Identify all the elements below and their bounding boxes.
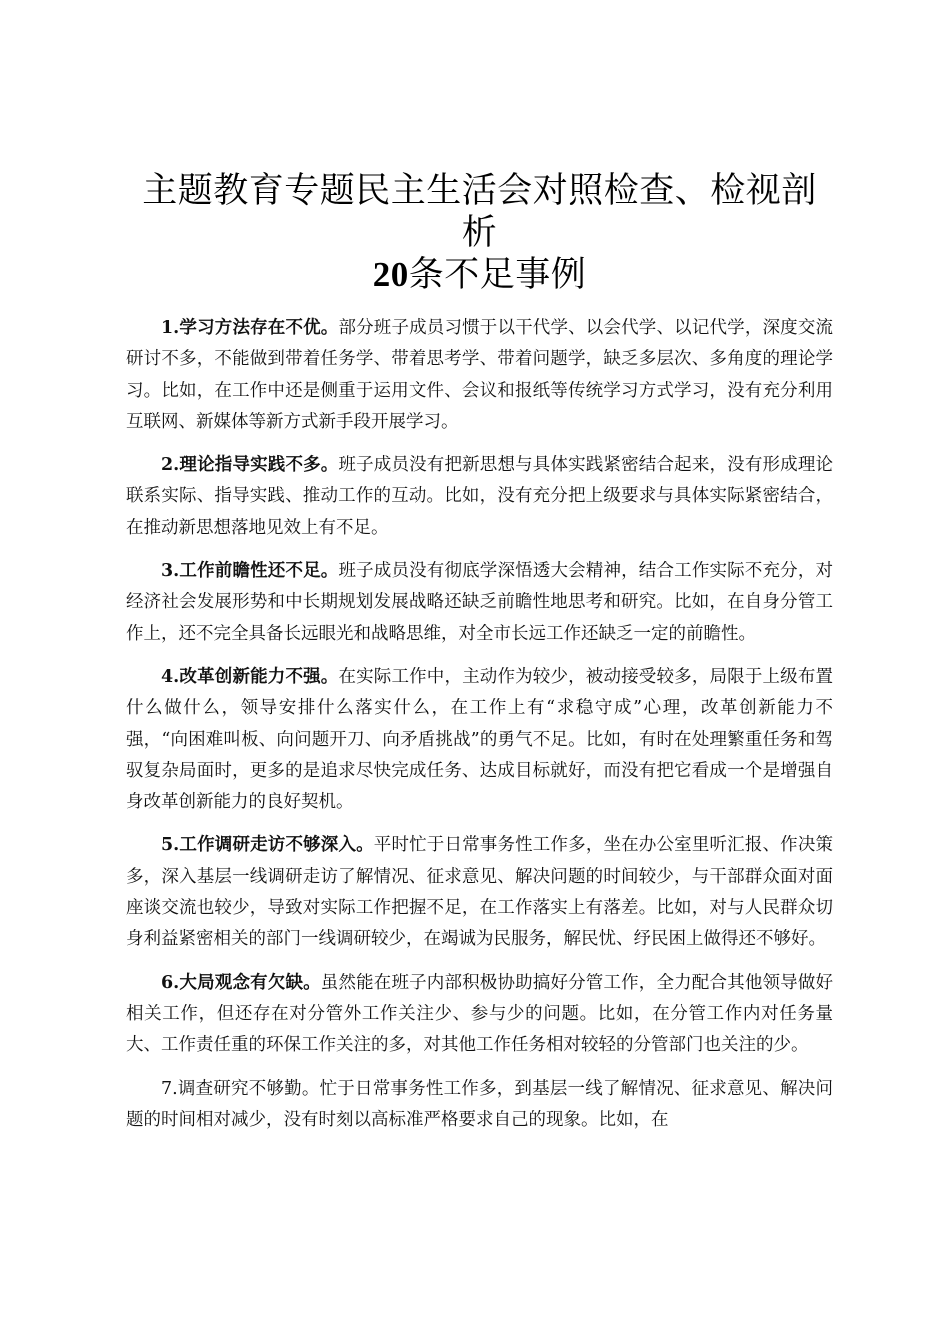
document-title [126, 170, 833, 296]
paragraph-text: 班子成员没有把新思想与具体实践紧密结合起来，没有形成理论联系实际、指导实践、推动工作的互动。比如，没有充分把上级要求与具体实际紧密结合，在推动新思想落地见效上有不足。 [126, 455, 833, 538]
title-line-1: 主题教育专题民主生活会对照检查、检视剖析 [142, 171, 817, 253]
paragraph-7 [126, 1074, 833, 1137]
document-body [126, 313, 833, 1136]
paragraph-4 [126, 662, 833, 818]
paragraph-3 [126, 556, 833, 650]
paragraph-heading: 1.学习方法存在不优。 [161, 318, 339, 338]
paragraph-heading: 5.工作调研走访不够深入。 [161, 835, 374, 856]
paragraph-text: 部分班子成员习惯于以干代学、以会代学、以记代学，深度交流研讨不多，不能做到带着任务学、带着思考学、带着问题学，缺乏多层次、多角度的理论学习。比如，在工作中还是侧重于运用文件、会议和报纸等传统学习方式学习，没有充分利用互联网、新媒体等新方式新手段开展学习。 [126, 318, 833, 432]
paragraph-2 [126, 450, 833, 544]
paragraph-heading: 6.大局观念有欠缺。 [161, 972, 321, 993]
paragraph-1 [126, 313, 833, 438]
paragraph-text: 班子成员没有彻底学深悟透大会精神，结合工作实际不充分，对经济社会发展形势和中长期规划发展战略还缺乏前瞻性地思考和研究。比如，在自身分管工作上，还不完全具备长远眼光和战略思维，对全市长远工作还缺乏一定的前瞻性。 [126, 561, 833, 644]
paragraph-5 [126, 830, 833, 955]
paragraph-text: 7.调查研究不够勤。忙于日常事务性工作多，到基层一线了解情况、征求意见、解决问题的时间相对减少，没有时刻以高标准严格要求自己的现象。比如，在 [126, 1078, 833, 1130]
paragraph-heading: 2.理论指导实践不多。 [161, 455, 339, 476]
title-number: 20 [372, 255, 409, 294]
paragraph-text: 虽然能在班子内部积极协助搞好分管工作，全力配合其他领导做好相关工作，但还存在对分管外工作关注少、参与少的问题。比如，在分管工作内对任务量大、工作责任重的环保工作关注的多，对其他工作任务相对较轻的分管部门也关注的少。 [126, 972, 833, 1056]
paragraph-heading: 3.工作前瞻性还不足。 [161, 561, 339, 582]
paragraph-6 [126, 968, 833, 1062]
paragraph-text: 平时忙于日常事务性工作多，坐在办公室里听汇报、作决策多，深入基层一线调研走访了解情况、征求意见、解决问题的时间较少，与干部群众面对面座谈交流也较少，导致对实际工作把握不足，在工作落实上有落差。比如，对与人民群众切身利益紧密相关的部门一线调研较少，在竭诚为民服务，解民忧、纾民困上做得还不够好。 [126, 835, 833, 950]
paragraph-heading: 4.改革创新能力不强。 [161, 666, 339, 687]
paragraph-text: 在实际工作中，主动作为较少，被动接受较多，局限于上级布置什么做什么，领导安排什么落实什么，在工作上有“求稳守成”心理，改革创新能力不强，“向困难叫板、向问题开刀、向矛盾挑战”的勇气不足。比如，有时在处理繁重任务和驾驭复杂局面时，更多的是追求尽快完成任务、达成目标就好，而没有把它看成一个是增强自身改革创新能力的良好契机。 [126, 666, 833, 813]
title-line-2: 条不足事例 [408, 255, 587, 295]
document-page [126, 170, 833, 1148]
